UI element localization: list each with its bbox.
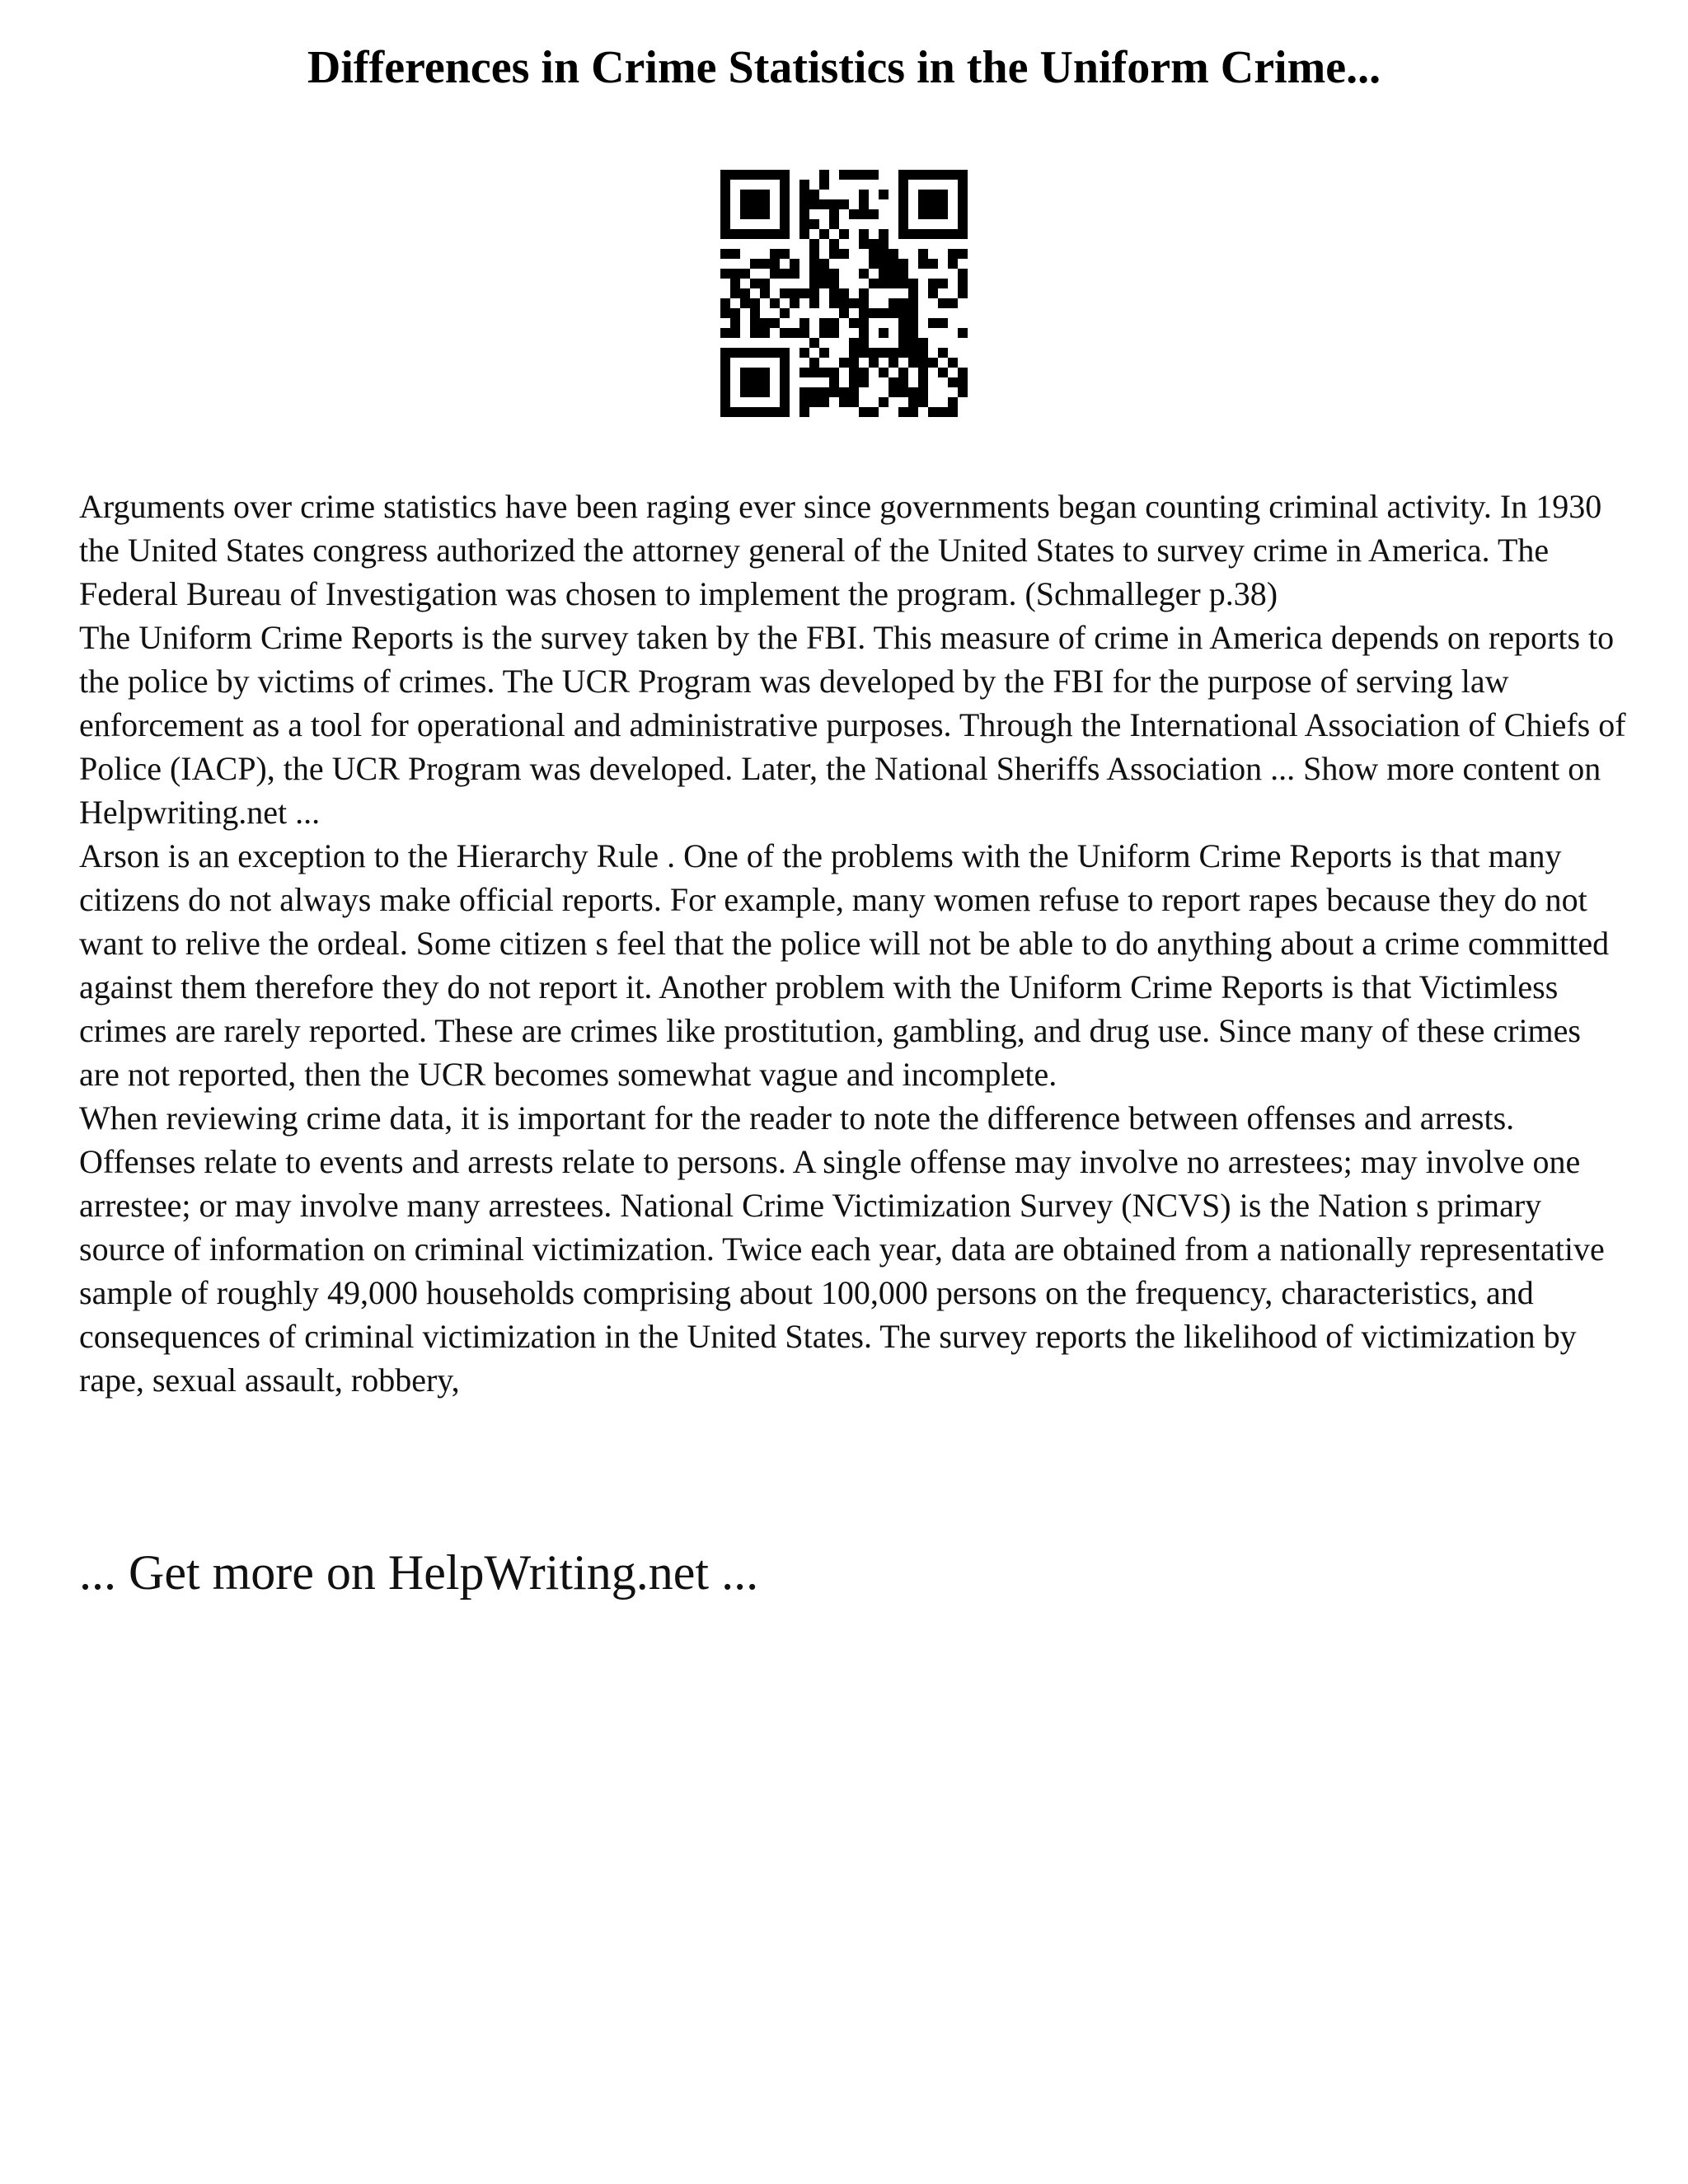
- paragraph: Arguments over crime statistics have been raging ever since governments began counting criminal activity. In 1930 the United States congress authorized the attorney general of the United States to survey crime in America. The Federal Bureau of Investigation was chosen to implement the program. (Schmalleger p.38): [79, 488, 1602, 612]
- paragraph: Arson is an exception to the Hierarchy Rule . One of the problems with the Uniform Crime Reports is that many citizens do not always make official reports. For example, many women refuse to report rapes because they do not want to relive the ordeal. Some citizen s feel that the police will not be able to do anything about a crime committed against them therefore they do not report it. Another problem with the Uniform Crime Reports is that Victimless crimes are rarely reported. These are crimes like prostitution, gambling, and drug use. Since many of these crimes are not reported, then the UCR becomes somewhat vague and incomplete.: [79, 837, 1610, 1093]
- page-title: Differences in Crime Statistics in the Uniform Crime...: [307, 42, 1381, 93]
- qr-code-icon[interactable]: [720, 170, 968, 417]
- paragraph: When reviewing crime data, it is important for the reader to note the difference between offenses and arrests. Offenses relate to events and arrests relate to persons. A single offense may involve no arrestees; may involve one arrestee; or may involve many arrestees. National Crime Victimization Survey (NCVS) is the Nation s primary source of information on criminal victimization. Twice each year, data are obtained from a nationally representative sample of roughly 49,000 households comprising about 100,000 persons on the frequency, characteristics, and consequences of criminal victimization in the United States. The survey reports the likelihood of victimization by rape, sexual assault, robbery,: [79, 1099, 1605, 1399]
- article-body: [79, 485, 1629, 1402]
- paragraph: The Uniform Crime Reports is the survey taken by the FBI. This measure of crime in America depends on reports to the police by victims of crimes. The UCR Program was developed by the FBI for the purpose of serving law enforcement as a tool for operational and administrative purposes. Through the International Association of Chiefs of Police (IACP), the UCR Program was developed. Later, the National Sheriffs Association ... Show more content on Helpwriting.net ...: [79, 619, 1626, 831]
- get-more-link[interactable]: ... Get more on HelpWriting.net ...: [79, 1545, 759, 1600]
